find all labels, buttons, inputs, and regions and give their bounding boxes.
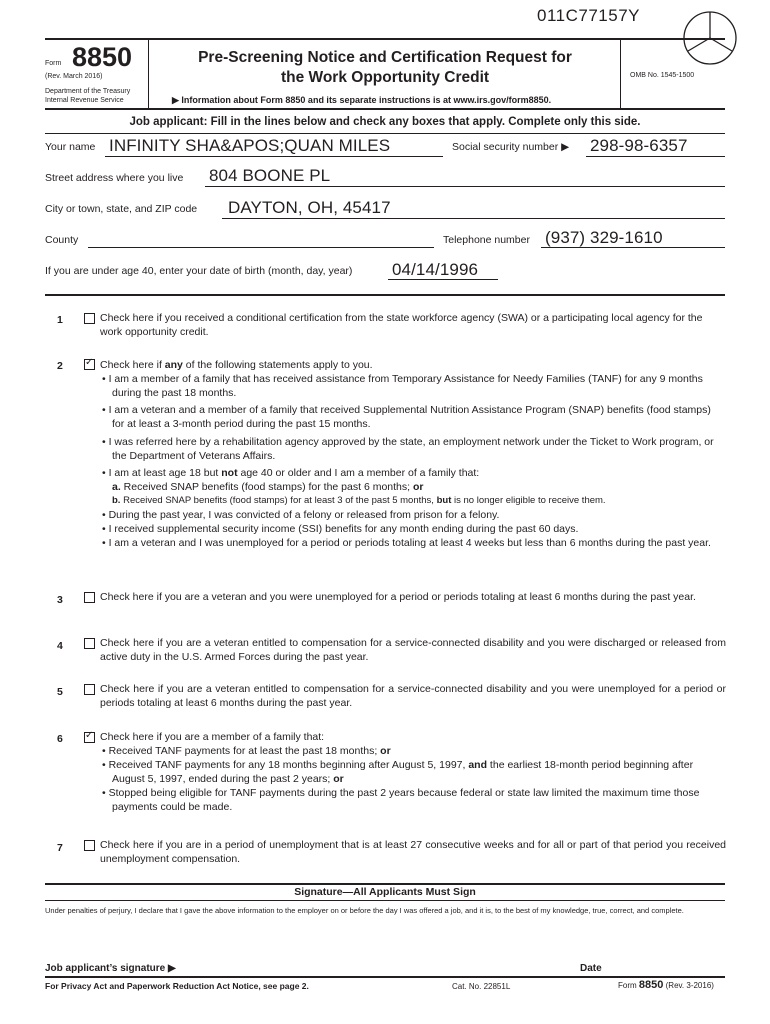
street-field[interactable] <box>205 164 725 187</box>
item-6-checkbox[interactable] <box>84 732 95 743</box>
city-label: City or town, state, and ZIP code <box>45 203 198 215</box>
signature-field[interactable] <box>200 950 570 974</box>
item-5-number: 5 <box>57 686 63 698</box>
item-2-bullet-2: • I am a veteran and a member of a family that received Supplemental Nutrition Assistance Program (SNAP) benefits (food stamps) for at least a 3-month period during the past 15 months. <box>102 404 711 430</box>
county-label: County <box>45 234 79 246</box>
catalog-number: Cat. No. 22851L <box>452 982 511 991</box>
form-info-line: ▶ Information about Form 8850 and its separate instructions is at www.irs.gov/form8850. <box>172 95 552 105</box>
phone-label: Telephone number <box>443 234 530 246</box>
name-field[interactable] <box>105 134 443 157</box>
item-2-bullet-6: • I received supplemental security income (SSI) benefits for any month ending during the past 60 days. <box>102 523 579 535</box>
item-2-bullet-1: • I am a member of a family that has received assistance from Temporary Assistance for Needy Families (TANF) for any 9 months during the past 18 months. <box>102 373 703 399</box>
date-field[interactable] <box>610 950 725 974</box>
item-7-text: Check here if you are in a period of unemployment that is at least 27 consecutive weeks and for all or part of that period you received unemployment compensation. <box>100 839 726 865</box>
dept-line-2: Internal Revenue Service <box>45 97 124 104</box>
date-label: Date <box>580 963 602 974</box>
item-3-number: 3 <box>57 594 63 606</box>
item-2-bullet-3: • I was referred here by a rehabilitation agency approved by the state, an employment network under the Ticket to Work program, or the Department of Veterans Affairs. <box>102 436 714 462</box>
signature-label: Job applicant’s signature ▶ <box>45 963 176 974</box>
dept-line-1: Department of the Treasury <box>45 88 131 95</box>
form-word: Form <box>45 60 62 67</box>
dob-field[interactable] <box>388 258 498 280</box>
phone-value: (937) 329-1610 <box>545 228 663 247</box>
form-number: 8850 <box>72 42 133 72</box>
item-2-sub-a: a. Received SNAP benefits (food stamps) for the past 6 months; or <box>112 481 424 493</box>
item-2-bullet-5: • During the past year, I was convicted of a felony or released from prison for a felony. <box>102 509 500 521</box>
item-2-text <box>100 358 726 550</box>
item-1-number: 1 <box>57 314 63 326</box>
ssn-value: 298-98-6357 <box>590 136 688 155</box>
item-2-bullet-4: • I am at least age 18 but not age 40 or older and I am a member of a family that: <box>102 467 480 479</box>
form-revision: (Rev. March 2016) <box>45 73 103 80</box>
name-label: Your name <box>45 141 96 153</box>
item-2-bullet-7: • I am a veteran and I was unemployed for a period or periods totaling at least 4 weeks but less than 6 months during the past year. <box>102 537 711 549</box>
item-6-text <box>100 730 726 814</box>
item-6-number: 6 <box>57 733 63 745</box>
item-4-text: Check here if you are a veteran entitled to compensation for a service-connected disability and you were discharged or released from active duty in the U.S. Armed Forces during the past year. <box>100 637 726 663</box>
item-2-checkbox[interactable] <box>84 359 95 370</box>
item-1-checkbox[interactable] <box>84 313 95 324</box>
item-2-lead: Check here if any of the following statements apply to you. <box>100 359 373 371</box>
omb-number: OMB No. 1545-1500 <box>630 72 695 79</box>
ssn-field[interactable] <box>586 134 725 157</box>
city-value: DAYTON, OH, 45417 <box>228 198 391 217</box>
item-5-text: Check here if you are a veteran entitled to compensation for a service-connected disability and you were unemployed for a period or periods totaling at least 6 months during the past year. <box>100 683 726 709</box>
item-5-checkbox[interactable] <box>84 684 95 695</box>
item-3-text: Check here if you are a veteran and you were unemployed for a period or periods totaling at least 6 months during the past year. <box>100 591 696 603</box>
item-6-bullet-2: • Received TANF payments for any 18 months beginning after August 5, 1997, and the earliest 18-month period beginning after August 5, 1997, ended during the past 2 years; or <box>102 759 694 785</box>
street-label: Street address where you live <box>45 172 184 184</box>
dob-label: If you are under age 40, enter your date of birth (month, day, year) <box>45 265 353 277</box>
item-7-checkbox[interactable] <box>84 840 95 851</box>
ssn-label: Social security number ▶ <box>452 141 570 153</box>
item-6-bullet-1: • Received TANF payments for at least the past 18 months; or <box>102 745 391 757</box>
item-2-number: 2 <box>57 360 63 372</box>
phone-field[interactable] <box>541 226 725 248</box>
barcode-id: 011C77157Y <box>537 6 640 25</box>
name-value: INFINITY SHA&APOS;QUAN MILES <box>109 136 391 155</box>
form-title-line-2: the Work Opportunity Credit <box>280 69 490 86</box>
signature-heading: Signature—All Applicants Must Sign <box>294 886 476 898</box>
item-3-checkbox[interactable] <box>84 592 95 603</box>
footer-form-id: Form 8850 (Rev. 3-2016) <box>618 979 714 991</box>
item-1-text: Check here if you received a conditional certification from the state workforce agency (SWA) or a participating local agency for the work opportunity credit. <box>100 312 703 338</box>
county-field[interactable] <box>88 226 434 248</box>
perjury-statement: Under penalties of perjury, I declare that I gave the above information to the employer on or before the day I was offered a job, and it is, to the best of my knowledge, true, correct, and complete. <box>45 906 684 915</box>
item-4-number: 4 <box>57 640 63 652</box>
item-2-sub-b: b. Received SNAP benefits (food stamps) for at least 3 of the past 5 months, but is no longer eligible to receive them. <box>112 495 606 506</box>
privacy-notice: For Privacy Act and Paperwork Reduction Act Notice, see page 2. <box>45 981 309 991</box>
item-6-lead: Check here if you are a member of a family that: <box>100 731 325 743</box>
street-value: 804 BOONE PL <box>209 166 331 185</box>
dob-value: 04/14/1996 <box>392 260 479 279</box>
item-6-bullet-3: • Stopped being eligible for TANF payments during the past 2 years because federal or state law limited the maximum time those payments could be made. <box>102 787 700 813</box>
item-7-number: 7 <box>57 842 63 854</box>
city-field[interactable] <box>222 196 725 219</box>
form-title-line-1: Pre-Screening Notice and Certification Request for <box>198 49 572 66</box>
instructions-heading: Job applicant: Fill in the lines below and check any boxes that apply. Complete only this side. <box>129 116 641 128</box>
item-4-checkbox[interactable] <box>84 638 95 649</box>
